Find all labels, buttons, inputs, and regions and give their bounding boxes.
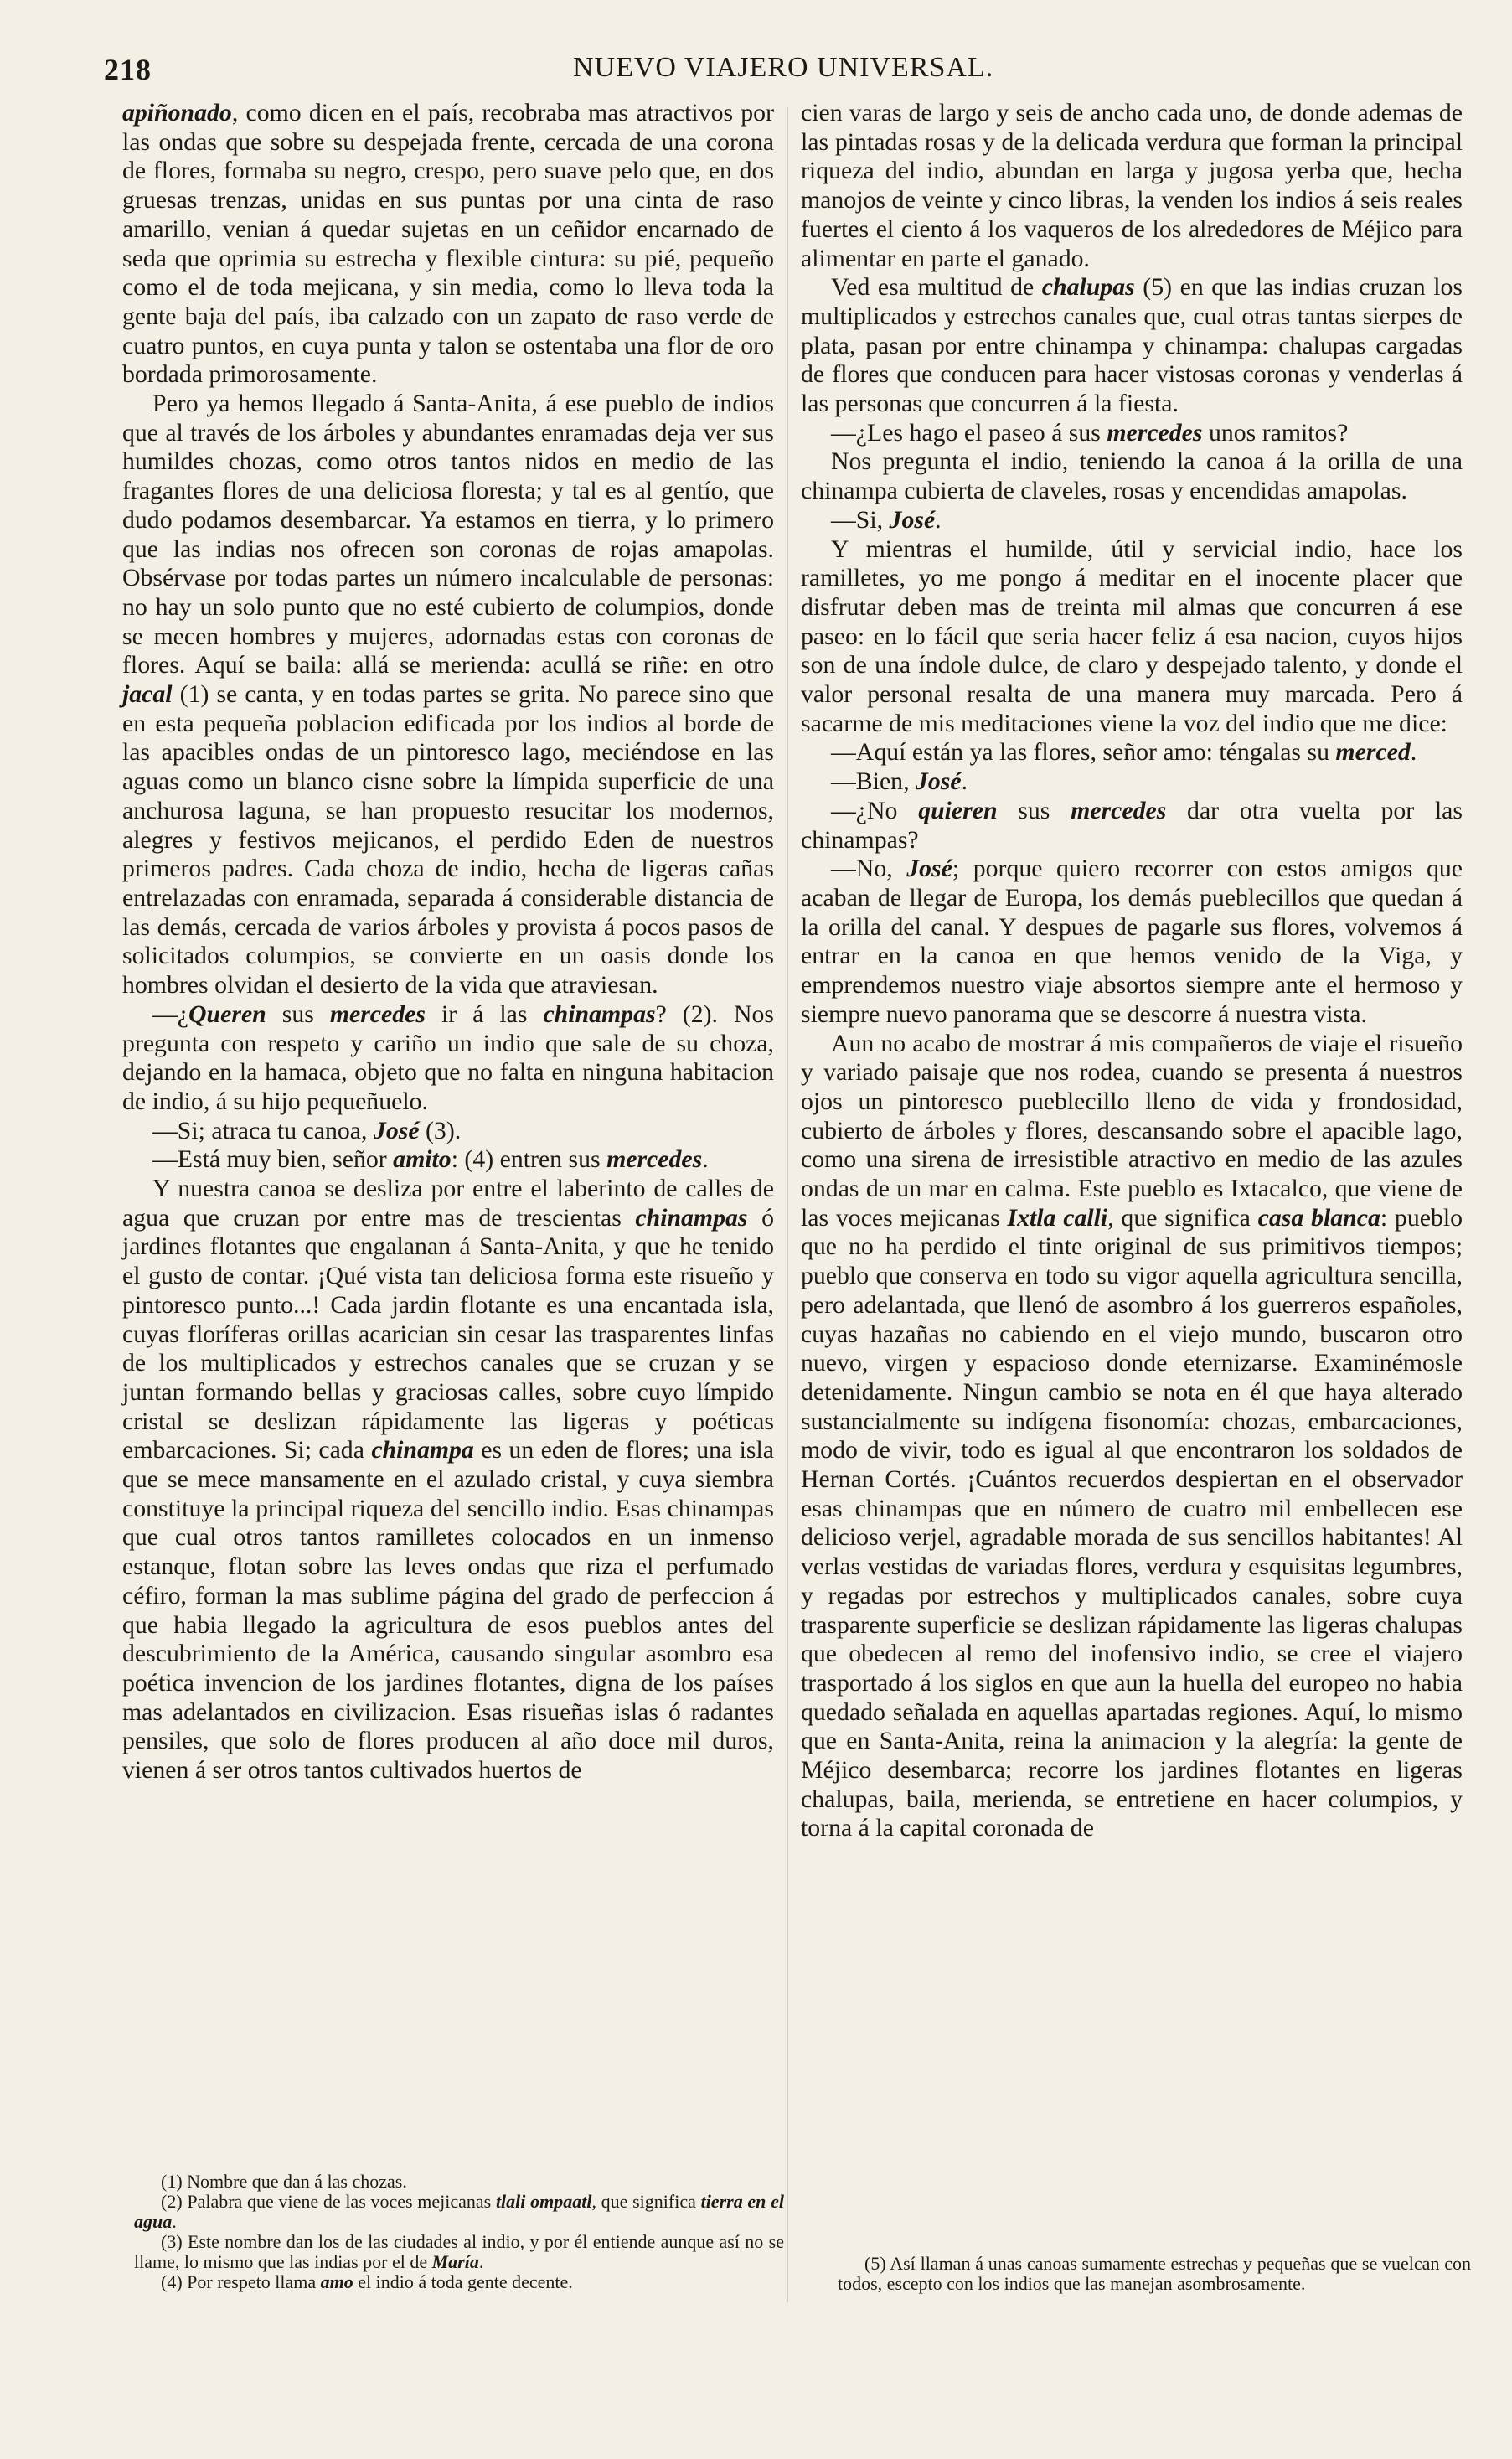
italic-term: tierra en el agua <box>134 2191 784 2232</box>
italic-term: mercedes <box>1107 418 1203 447</box>
paragraph <box>801 535 1463 739</box>
italic-term: tlali ompaatl <box>495 2191 592 2212</box>
italic-term: casa blanca <box>1257 1203 1380 1232</box>
footnote <box>134 2172 784 2192</box>
text-run: (4) Por respeto llama <box>161 2271 321 2292</box>
right-column <box>801 99 1463 1843</box>
italic-term: chinampa <box>371 1436 474 1465</box>
text-run: . <box>478 2251 484 2272</box>
text-run: —¿No <box>831 796 919 824</box>
text-run: . <box>702 1145 709 1174</box>
text-run: (3). <box>419 1116 462 1144</box>
italic-term: chalupas <box>1041 273 1135 302</box>
footnote <box>134 2192 784 2232</box>
text-run: . <box>1410 738 1417 767</box>
italic-term: merced <box>1335 738 1411 767</box>
text-run: el indio á toda gente decente. <box>353 2271 573 2292</box>
text-run: ; porque quiero recorrer con estos amigos que acaban de llegar de Europa, los demás pueblecillos que quedan á la orilla del canal. Y despues de pagarle sus flores, volvemos á entrar en la canoa en que hemos venido de la Viga, y emprendemos nuestro viaje absortos siempre ante el hermoso y siempre nuevo panorama que se descorre á nuestra vista. <box>801 855 1463 1028</box>
text-run: es un eden de flores; una isla que se mece mansamente en el azulado cristal, y cuya siembra constituye la principal riqueza del sencillo indio. Esas chinampas que cual otros tantos ramilletes colocados en un inmenso estanque, flotan sobre las leves ondas que riza el perfumado céfiro, forman la mas sublime página del grado de perfeccion á que habia llegado la agricultura de esos pueblos antes del descubrimiento de la América, causando singular asombro esa poética invencion de los jardines flotantes, digna de los países mas adelantados en civilizacion. Esas risueñas islas ó radantes pensiles, que solo de flores producen al año doce mil duros, vienen á ser otros tantos cultivados huertos de <box>122 1436 774 1785</box>
paragraph <box>801 506 1463 535</box>
italic-term: Ixtla calli <box>1007 1203 1108 1232</box>
text-run: dar otra vuelta por las chinampas? <box>801 796 1463 854</box>
column-divider <box>787 107 788 2302</box>
paragraph <box>122 390 774 1000</box>
paragraph <box>122 1175 774 1785</box>
italic-term: mercedes <box>1071 796 1167 824</box>
paragraph <box>122 1117 774 1146</box>
paragraph <box>122 1145 774 1175</box>
italic-term: apiñonado <box>122 99 232 127</box>
text-run: ó jardines flotantes que engalanan á Santa-Anita, y que he tenido el gusto de contar. ¡Qué vista tan deliciosa forma este risueño y pintoresco punto...! Cada jardin flotante es una encantada isla, cuyas floríferas orillas acarician sin cesar las trasparentes linfas de los multiplicados y estrechos canales que se cruzan y se juntan formando bellas y graciosas calles, sobre cuyo límpido cristal se deslizan rápidamente las ligeras y poéticas embarcaciones. Si; cada <box>122 1203 774 1465</box>
page-header <box>104 52 1512 96</box>
paragraph <box>801 797 1463 855</box>
paragraph <box>801 99 1463 273</box>
text-run: —¿Les hago el paseo á sus <box>831 418 1107 447</box>
text-run: —¿ <box>152 1000 189 1028</box>
footnote <box>134 2272 784 2292</box>
text-run: (5) Así llaman á unas canoas sumamente estrechas y pequeñas que se vuelcan con todos, escepto con los indios que las manejan asombrosamente. <box>838 2253 1471 2294</box>
text-run: . <box>172 2211 177 2232</box>
paragraph <box>801 738 1463 767</box>
text-run: —Bien, <box>831 767 916 796</box>
text-run: , que significa <box>591 2191 701 2212</box>
footnote <box>838 2254 1471 2294</box>
text-run: (3) Este nombre dan los de las ciudades al indio, y por él entiende aunque así no se llame, lo mismo que las indias por el de <box>134 2231 784 2272</box>
paragraph <box>122 1000 774 1117</box>
page-number: 218 <box>104 53 152 86</box>
footnotes-right <box>838 2254 1471 2294</box>
text-run: : (4) entren sus <box>451 1145 607 1174</box>
italic-term: José <box>889 505 936 534</box>
italic-term: José <box>915 767 962 796</box>
text-run: Aun no acabo de mostrar á mis compañeros de viaje el risueño y variado paisaje que nos rodea, cuando se presenta á nuestros ojos un pintoresco pueblecillo lleno de vida y frondosidad, cubierto de árboles y flores, descansando sobre el apacible lago, como una sirena de irresistible atractivo en medio de las azules ondas de un mar en calma. Este pueblo es Ixtacalco, que viene de las voces mejicanas <box>801 1029 1463 1232</box>
text-run: Nos pregunta el indio, teniendo la canoa á la orilla de una chinampa cubierta de claveles, rosas y encendidas amapolas. <box>801 447 1463 505</box>
left-column <box>122 99 774 1785</box>
footnotes-left <box>134 2172 784 2292</box>
text-run: , como dicen en el país, recobraba mas atractivos por las ondas que sobre su despejada frente, cercada de una corona de flores, formaba su negro, crespo, pero suave pelo que, en dos gruesas trenzas, unidas en sus puntas por una cinta de raso amarillo, venian á quedar sujetas en un ceñidor encarnado de seda que oprimia su estrecha y flexible cintura: su pié, pequeño como el de toda mejicana, y sin media, como lo lleva toda la gente baja del país, iba calzado con un zapato de raso verde de cuatro puntos, en cuya punta y talon se ostentaba una flor de oro bordada primorosamente. <box>122 99 774 389</box>
text-run: —Si, <box>831 505 890 534</box>
text-run: Y mientras el humilde, útil y servicial indio, hace los ramilletes, yo me pongo á meditar en el inocente placer que disfrutar deben mas de treinta mil almas que concurren á ese paseo: en lo fácil que seria hacer feliz á esa nacion, cuyos hijos son de una índole dulce, de claro y despejado talento, y donde el valor personal resalta de una manera muy marcada. Pero á sacarme de mis meditaciones viene la voz del indio que me dice: <box>801 535 1463 737</box>
paragraph <box>801 419 1463 448</box>
italic-term: José <box>906 855 952 883</box>
text-run: : pueblo que no ha perdido el tinte original de sus primitivos tiempos; pueblo que conserva en todo su vigor aquella agricultura sencilla, pero adelantada, que llenó de asombro á los guerreros españoles, cuyas hazañas no cabiendo en el viejo mundo, buscaron otro nuevo, virgen y espacioso donde eternizarse. Examinémosle detenidamente. Ningun cambio se nota en él que haya alterado sustancialmente su indígena fisonomía: chozas, embarcaciones, modo de vivir, todo es igual al que encontraron los soldados de Hernan Cortés. ¡Cuántos recuerdos despiertan en el observador esas chinampas que en número de cuatro mil embellecen ese delicioso verjel, agradable morada de sus sencillos habitantes! Al verlas vestidas de variadas flores, verdura y esquisitas legumbres, y regadas por estrechos y multiplicados canales, sobre cuya trasparente superficie se deslizan rápidamente las ligeras chalupas que obedecen al remo del inofensivo indio, se cree el viajero trasportado á los siglos en que aun la huella del europeo no habia quedado señalada en aquellas apartadas regiones. Aquí, lo mismo que en Santa-Anita, reina la animacion y la alegría: la gente de Méjico desembarca; recorre los jardines flotantes en ligeras chalupas, baila, merienda, se entretiene en hacer columpios, y torna á la capital coronada de <box>801 1203 1463 1842</box>
running-title: NUEVO VIAJERO UNIVERSAL. <box>573 52 994 83</box>
italic-term: Queren <box>188 1000 266 1028</box>
paragraph <box>801 855 1463 1029</box>
paragraph <box>801 447 1463 505</box>
italic-term: quieren <box>918 796 998 824</box>
text-run: . <box>961 767 968 796</box>
italic-term: mercedes <box>329 1000 426 1028</box>
footnote <box>134 2232 784 2272</box>
text-run: (5) en que las indias cruzan los multiplicados y estrechos canales que, cual otras tantas sierpes de plata, pasan por entre chinampa y chinampa: chalupas cargadas de flores que conducen para hacer vistosas coronas y venderlas á las personas que concurren á la fiesta. <box>801 273 1463 418</box>
text-run: , que significa <box>1107 1203 1258 1232</box>
text-run: —Está muy bien, señor <box>152 1145 394 1174</box>
text-run: —No, <box>831 855 907 883</box>
text-run: (2) Palabra que viene de las voces mejicanas <box>161 2191 496 2212</box>
italic-term: amo <box>320 2271 353 2292</box>
text-run: . <box>935 505 942 534</box>
italic-term: jacal <box>122 680 173 709</box>
paragraph <box>801 273 1463 419</box>
text-run: —Aquí están ya las flores, señor amo: téngalas su <box>831 738 1336 767</box>
text-run: —Si; atraca tu canoa, <box>152 1116 374 1144</box>
italic-term: chinampas <box>543 1000 656 1028</box>
text-run: sus <box>266 1000 330 1028</box>
text-run: (1) se canta, y en todas partes se grita. No parece sino que en esta pequeña poblacion edificada por los indios al borde de las apacibles ondas de un pintoresco lago, meciéndose en las aguas como un blanco cisne sobre la límpida superficie de una anchurosa laguna, se han propuesto resucitar los modernos, alegres y festivos mejicanos, el perdido Eden de nuestros primeros padres. Cada choza de indio, hecha de ligeras cañas entrelazadas con enramada, separada á considerable distancia de las demás, cercada de varios árboles y provista á pocos pasos de solicitados columpios, se convierte en un oasis donde los hombres olvidan el desierto de la vida que atraviesan. <box>122 680 774 1000</box>
text-run: sus <box>997 796 1071 824</box>
text-run: Ved esa multitud de <box>831 273 1042 302</box>
text-run: unos ramitos? <box>1202 418 1349 447</box>
text-run: (1) Nombre que dan á las chozas. <box>161 2171 407 2192</box>
italic-term: José <box>373 1116 420 1144</box>
italic-term: mercedes <box>606 1145 703 1174</box>
paragraph <box>801 1030 1463 1844</box>
italic-term: chinampas <box>635 1203 748 1232</box>
italic-term: amito <box>393 1145 452 1174</box>
text-run: ir á las <box>425 1000 544 1028</box>
text-run: Pero ya hemos llegado á Santa-Anita, á ese pueblo de indios que al través de los árboles y abundantes enramadas deja ver sus humildes chozas, como otros tantos nidos en medio de las fragantes flores de una deliciosa floresta; y tal es al gentío, que dudo podamos desembarcar. Ya estamos en tierra, y lo primero que las indias nos ofrecen son coronas de rojas amapolas. Obsérvase por todas partes un número incalculable de personas: no hay un solo punto que no esté cubierto de columpios, donde se mecen hombres y mujeres, adornadas estas con coronas de flores. Aquí se baila: allá se merienda: acullá se riñe: en otro <box>122 390 774 679</box>
text-run: ? (2). Nos pregunta con respeto y cariño un indio que sale de su choza, dejando en la hamaca, objeto que no falta en ninguna habitacion de indio, á su hijo pequeñuelo. <box>122 1000 774 1115</box>
text-run: cien varas de largo y seis de ancho cada uno, de donde ademas de las pintadas rosas y de la delicada verdura que forman la principal riqueza del indio, abundan en larga y jugosa yerba que, hecha manojos de veinte y cinco libras, la venden los indios á seis reales fuertes el ciento á los vaqueros de los alrededores de Méjico para alimentar en parte el ganado. <box>801 99 1463 272</box>
paragraph <box>122 99 774 390</box>
paragraph <box>801 767 1463 797</box>
italic-term: María <box>431 2251 479 2272</box>
text-run: Y nuestra canoa se desliza por entre el laberinto de calles de agua que cruzan por entre mas de trescientas <box>122 1175 774 1232</box>
